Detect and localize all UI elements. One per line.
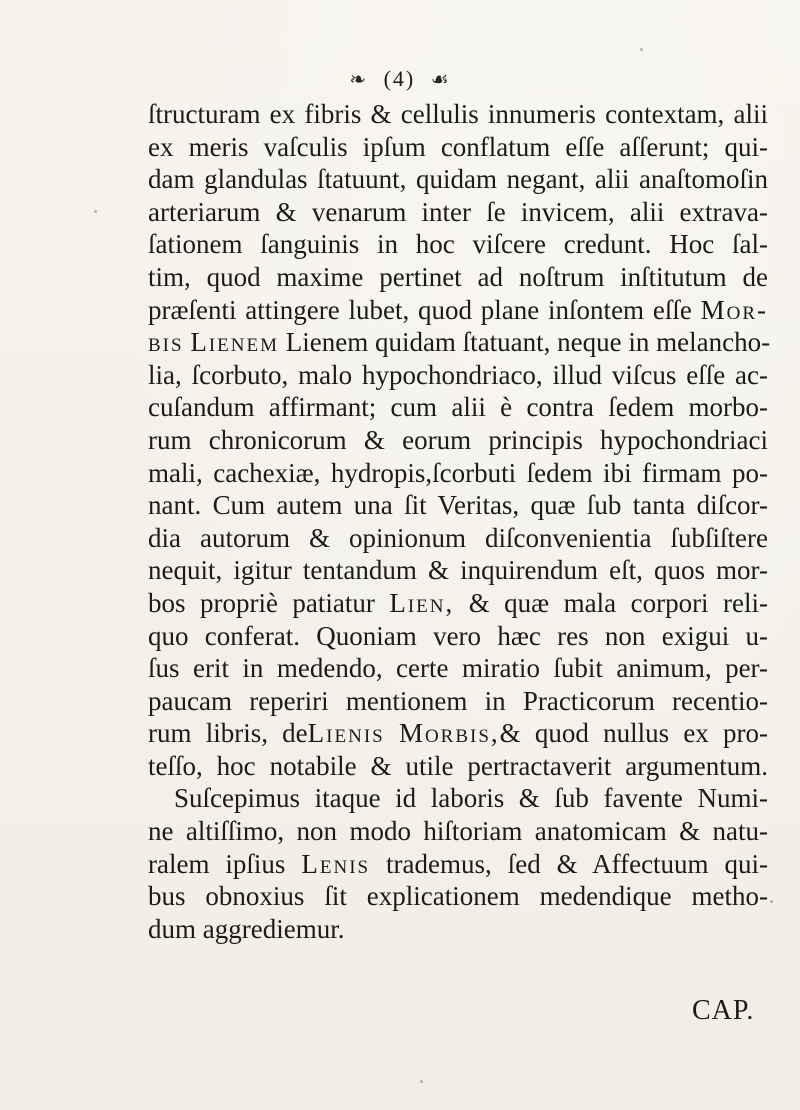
text-line (148, 326, 771, 359)
text-line: dia autorum & opinionum diſconvenientia ſubſiſtere (148, 522, 768, 553)
page-number: (4) (383, 66, 416, 91)
paper-speck (770, 900, 773, 903)
text-line: rum libris, deLienis Morbis,& quod nullus ex pro- (148, 718, 769, 749)
text-line: Suſcepimus itaque id laboris & ſub favente Numi- (174, 783, 768, 814)
text-line: ſtructuram ex fibris & cellulis innumeris contextam, alii (148, 99, 768, 129)
paper-speck (640, 48, 643, 51)
ornament-left-icon: ❧ (349, 69, 369, 91)
paper-speck (420, 1080, 423, 1083)
small-caps-word: Morbis, (398, 718, 500, 749)
small-caps-word: bis (148, 327, 184, 358)
text-line: teſſo, hoc notabile & utile pertractaverit argumentum. (148, 750, 768, 781)
text-line: ex meris vaſculis ipſum conflatum eſſe aſſerunt; qui- (148, 131, 768, 162)
text-line: bos propriè patiatur Lien, & quæ mala corpori reli- (148, 587, 768, 618)
text-line: nequit, igitur tentandum & inquirendum eſt, quos mor- (148, 555, 768, 586)
text-line: præſenti attingere lubet, quod plane inſontem eſſe Mor- (148, 294, 769, 325)
text-line: dam glandulas ſtatuunt, quidam negant, alii anaſtomoſin (148, 164, 768, 195)
small-caps-word: Lienem (190, 327, 279, 358)
text-line: bus obnoxius ſit explicationem medendique metho- (148, 881, 768, 912)
text-line: ſus erit in medendo, certe miratio ſubit animum, per- (148, 653, 768, 684)
paper-speck (94, 210, 97, 213)
text-fragment: Lienem quidam ſtatuant, neque in melancho- (285, 327, 771, 358)
text-line: paucam reperiri mentionem in Practicorum recentio- (148, 685, 768, 716)
text-line: dum aggrediemur. (148, 913, 345, 944)
small-caps-word: Lien, (389, 587, 455, 618)
small-caps-word: Mor- (700, 294, 769, 325)
text-line: cuſandum affirmant; cum alii è contra ſedem morbo- (148, 392, 768, 423)
catchword: CAP. (692, 995, 755, 1026)
ornament-right-icon: ☙ (430, 69, 451, 91)
text-line: rum chronicorum & eorum principis hypochondriaci (148, 424, 768, 455)
text-line: ralem ipſius Lenis trademus, ſed & Affectuum qui- (148, 848, 768, 879)
text-line: ne altiſſimo, non modo hiſtoriam anatomicam & natu- (148, 816, 768, 847)
text-line: quo conferat. Quoniam vero hæc res non exigui u- (148, 620, 768, 651)
small-caps-word: Lienis (307, 718, 385, 749)
body-text (148, 98, 771, 945)
running-head (0, 66, 800, 92)
text-line: arteriarum & venarum inter ſe invicem, alii extrava- (148, 196, 768, 227)
small-caps-word: Lenis (301, 848, 371, 879)
text-line: tim, quod maxime pertinet ad noſtrum inſtitutum de (148, 261, 768, 292)
text-line: nant. Cum autem una ſit Veritas, quæ ſub tanta diſcor- (148, 490, 768, 521)
text-line: mali, cachexiæ, hydropis,ſcorbuti ſedem ibi firmam po- (148, 457, 768, 488)
text-line: lia, ſcorbuto, malo hypochondriaco, illud viſcus eſſe ac- (148, 359, 768, 390)
text-line: ſationem ſanguinis in hoc viſcere credunt. Hoc ſal- (148, 229, 768, 260)
